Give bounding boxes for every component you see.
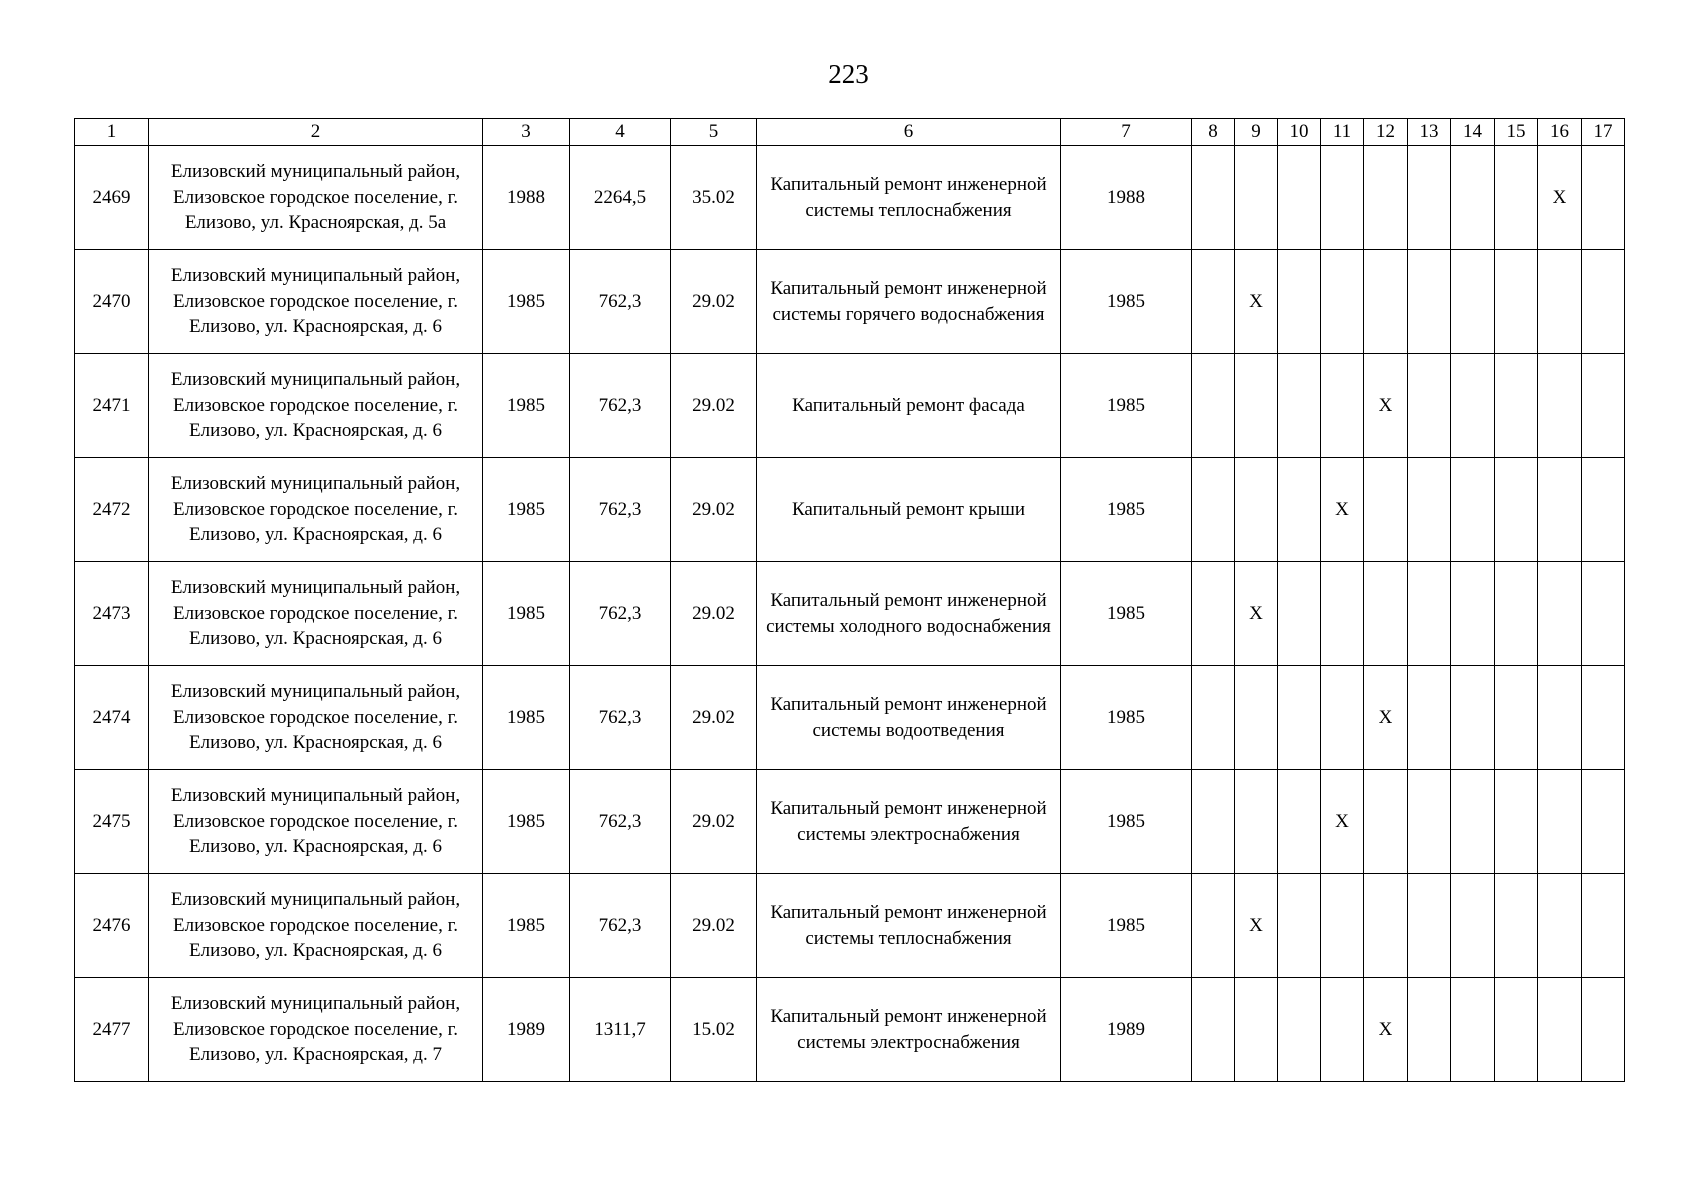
planned-year-cell: 1985 [1061, 250, 1192, 354]
mark-cell-col-11 [1321, 666, 1364, 770]
mark-cell-col-12 [1364, 770, 1408, 874]
mark-cell-col-17 [1582, 874, 1625, 978]
mark-cell-col-14 [1451, 666, 1495, 770]
mark-cell-col-17 [1582, 458, 1625, 562]
mark-cell-col-11 [1321, 874, 1364, 978]
mark-cell-col-10 [1278, 978, 1321, 1082]
mark-cell-col-13 [1408, 770, 1451, 874]
year-built-cell: 1988 [483, 146, 570, 250]
mark-cell-col-15 [1495, 354, 1538, 458]
column-header-15: 15 [1495, 119, 1538, 146]
row-number-cell: 2472 [75, 458, 149, 562]
area-cell: 762,3 [570, 770, 671, 874]
mark-cell-col-13 [1408, 354, 1451, 458]
table-row [75, 146, 1625, 250]
mark-cell-col-11: X [1321, 770, 1364, 874]
row-number-cell: 2476 [75, 874, 149, 978]
column-header-2: 2 [149, 119, 483, 146]
code-cell: 29.02 [671, 250, 757, 354]
planned-year-cell: 1985 [1061, 874, 1192, 978]
column-header-12: 12 [1364, 119, 1408, 146]
row-number-cell: 2473 [75, 562, 149, 666]
area-cell: 762,3 [570, 458, 671, 562]
mark-cell-col-15 [1495, 770, 1538, 874]
table-body [75, 146, 1625, 1082]
mark-cell-col-8 [1192, 250, 1235, 354]
mark-cell-col-16 [1538, 458, 1582, 562]
year-built-cell: 1985 [483, 354, 570, 458]
table-row [75, 250, 1625, 354]
mark-cell-col-13 [1408, 250, 1451, 354]
mark-cell-col-12: X [1364, 666, 1408, 770]
row-number-cell: 2470 [75, 250, 149, 354]
mark-cell-col-15 [1495, 146, 1538, 250]
planned-year-cell: 1985 [1061, 666, 1192, 770]
column-header-16: 16 [1538, 119, 1582, 146]
mark-cell-col-11 [1321, 146, 1364, 250]
area-cell: 762,3 [570, 354, 671, 458]
table-row [75, 458, 1625, 562]
mark-cell-col-17 [1582, 978, 1625, 1082]
row-number-cell: 2474 [75, 666, 149, 770]
mark-cell-col-10 [1278, 562, 1321, 666]
code-cell: 15.02 [671, 978, 757, 1082]
year-built-cell: 1985 [483, 458, 570, 562]
column-header-9: 9 [1235, 119, 1278, 146]
address-cell: Елизовский муниципальный район, Елизовское городское поселение, г. Елизово, ул. Красноярская, д. 6 [149, 562, 483, 666]
mark-cell-col-13 [1408, 562, 1451, 666]
column-header-8: 8 [1192, 119, 1235, 146]
mark-cell-col-10 [1278, 354, 1321, 458]
mark-cell-col-12: X [1364, 978, 1408, 1082]
year-built-cell: 1985 [483, 562, 570, 666]
mark-cell-col-16 [1538, 666, 1582, 770]
work-type-cell: Капитальный ремонт крыши [757, 458, 1061, 562]
row-number-cell: 2477 [75, 978, 149, 1082]
code-cell: 29.02 [671, 458, 757, 562]
mark-cell-col-15 [1495, 874, 1538, 978]
mark-cell-col-16: X [1538, 146, 1582, 250]
area-cell: 762,3 [570, 874, 671, 978]
mark-cell-col-11 [1321, 354, 1364, 458]
code-cell: 29.02 [671, 562, 757, 666]
row-number-cell: 2469 [75, 146, 149, 250]
planned-year-cell: 1985 [1061, 770, 1192, 874]
mark-cell-col-15 [1495, 978, 1538, 1082]
mark-cell-col-11 [1321, 978, 1364, 1082]
table-row [75, 770, 1625, 874]
mark-cell-col-13 [1408, 146, 1451, 250]
table-row [75, 978, 1625, 1082]
mark-cell-col-8 [1192, 458, 1235, 562]
mark-cell-col-12 [1364, 874, 1408, 978]
address-cell: Елизовский муниципальный район, Елизовское городское поселение, г. Елизово, ул. Красноярская, д. 5а [149, 146, 483, 250]
mark-cell-col-10 [1278, 458, 1321, 562]
mark-cell-col-8 [1192, 874, 1235, 978]
mark-cell-col-15 [1495, 250, 1538, 354]
mark-cell-col-15 [1495, 458, 1538, 562]
work-type-cell: Капитальный ремонт инженерной системы холодного водоснабжения [757, 562, 1061, 666]
planned-year-cell: 1988 [1061, 146, 1192, 250]
mark-cell-col-8 [1192, 978, 1235, 1082]
area-cell: 762,3 [570, 666, 671, 770]
year-built-cell: 1985 [483, 666, 570, 770]
mark-cell-col-12 [1364, 562, 1408, 666]
mark-cell-col-8 [1192, 354, 1235, 458]
work-type-cell: Капитальный ремонт фасада [757, 354, 1061, 458]
column-header-11: 11 [1321, 119, 1364, 146]
year-built-cell: 1985 [483, 874, 570, 978]
mark-cell-col-13 [1408, 874, 1451, 978]
year-built-cell: 1985 [483, 250, 570, 354]
column-header-5: 5 [671, 119, 757, 146]
column-header-1: 1 [75, 119, 149, 146]
mark-cell-col-17 [1582, 354, 1625, 458]
mark-cell-col-9: X [1235, 874, 1278, 978]
address-cell: Елизовский муниципальный район, Елизовское городское поселение, г. Елизово, ул. Красноярская, д. 6 [149, 458, 483, 562]
mark-cell-col-9 [1235, 354, 1278, 458]
mark-cell-col-14 [1451, 874, 1495, 978]
mark-cell-col-8 [1192, 146, 1235, 250]
mark-cell-col-12 [1364, 146, 1408, 250]
repair-schedule-table [74, 118, 1625, 1082]
work-type-cell: Капитальный ремонт инженерной системы электроснабжения [757, 978, 1061, 1082]
mark-cell-col-17 [1582, 770, 1625, 874]
planned-year-cell: 1985 [1061, 562, 1192, 666]
mark-cell-col-9 [1235, 146, 1278, 250]
mark-cell-col-10 [1278, 874, 1321, 978]
planned-year-cell: 1985 [1061, 354, 1192, 458]
mark-cell-col-16 [1538, 354, 1582, 458]
column-header-6: 6 [757, 119, 1061, 146]
mark-cell-col-17 [1582, 562, 1625, 666]
table-row [75, 562, 1625, 666]
address-cell: Елизовский муниципальный район, Елизовское городское поселение, г. Елизово, ул. Красноярская, д. 7 [149, 978, 483, 1082]
mark-cell-col-16 [1538, 770, 1582, 874]
mark-cell-col-9 [1235, 978, 1278, 1082]
address-cell: Елизовский муниципальный район, Елизовское городское поселение, г. Елизово, ул. Красноярская, д. 6 [149, 354, 483, 458]
mark-cell-col-12 [1364, 458, 1408, 562]
mark-cell-col-17 [1582, 250, 1625, 354]
work-type-cell: Капитальный ремонт инженерной системы теплоснабжения [757, 146, 1061, 250]
address-cell: Елизовский муниципальный район, Елизовское городское поселение, г. Елизово, ул. Красноярская, д. 6 [149, 874, 483, 978]
mark-cell-col-14 [1451, 354, 1495, 458]
row-number-cell: 2471 [75, 354, 149, 458]
mark-cell-col-16 [1538, 978, 1582, 1082]
mark-cell-col-9: X [1235, 562, 1278, 666]
mark-cell-col-13 [1408, 666, 1451, 770]
area-cell: 1311,7 [570, 978, 671, 1082]
code-cell: 29.02 [671, 666, 757, 770]
mark-cell-col-11 [1321, 250, 1364, 354]
address-cell: Елизовский муниципальный район, Елизовское городское поселение, г. Елизово, ул. Красноярская, д. 6 [149, 666, 483, 770]
address-cell: Елизовский муниципальный район, Елизовское городское поселение, г. Елизово, ул. Красноярская, д. 6 [149, 250, 483, 354]
column-header-10: 10 [1278, 119, 1321, 146]
mark-cell-col-12 [1364, 250, 1408, 354]
code-cell: 29.02 [671, 354, 757, 458]
planned-year-cell: 1985 [1061, 458, 1192, 562]
mark-cell-col-13 [1408, 458, 1451, 562]
mark-cell-col-15 [1495, 666, 1538, 770]
column-header-7: 7 [1061, 119, 1192, 146]
area-cell: 762,3 [570, 250, 671, 354]
mark-cell-col-11: X [1321, 458, 1364, 562]
page-number: 223 [828, 59, 869, 89]
mark-cell-col-9: X [1235, 250, 1278, 354]
planned-year-cell: 1989 [1061, 978, 1192, 1082]
mark-cell-col-10 [1278, 146, 1321, 250]
column-header-14: 14 [1451, 119, 1495, 146]
mark-cell-col-14 [1451, 250, 1495, 354]
mark-cell-col-17 [1582, 146, 1625, 250]
work-type-cell: Капитальный ремонт инженерной системы теплоснабжения [757, 874, 1061, 978]
mark-cell-col-14 [1451, 458, 1495, 562]
work-type-cell: Капитальный ремонт инженерной системы электроснабжения [757, 770, 1061, 874]
code-cell: 29.02 [671, 874, 757, 978]
mark-cell-col-8 [1192, 562, 1235, 666]
year-built-cell: 1989 [483, 978, 570, 1082]
mark-cell-col-8 [1192, 666, 1235, 770]
mark-cell-col-9 [1235, 770, 1278, 874]
row-number-cell: 2475 [75, 770, 149, 874]
mark-cell-col-17 [1582, 666, 1625, 770]
column-header-13: 13 [1408, 119, 1451, 146]
mark-cell-col-16 [1538, 874, 1582, 978]
area-cell: 2264,5 [570, 146, 671, 250]
mark-cell-col-10 [1278, 250, 1321, 354]
table-row [75, 666, 1625, 770]
table-row [75, 354, 1625, 458]
table-header-row [75, 119, 1625, 146]
column-header-4: 4 [570, 119, 671, 146]
work-type-cell: Капитальный ремонт инженерной системы водоотведения [757, 666, 1061, 770]
table-row [75, 874, 1625, 978]
column-header-17: 17 [1582, 119, 1625, 146]
code-cell: 35.02 [671, 146, 757, 250]
mark-cell-col-14 [1451, 146, 1495, 250]
area-cell: 762,3 [570, 562, 671, 666]
mark-cell-col-10 [1278, 666, 1321, 770]
address-cell: Елизовский муниципальный район, Елизовское городское поселение, г. Елизово, ул. Красноярская, д. 6 [149, 770, 483, 874]
mark-cell-col-9 [1235, 666, 1278, 770]
mark-cell-col-12: X [1364, 354, 1408, 458]
mark-cell-col-11 [1321, 562, 1364, 666]
work-type-cell: Капитальный ремонт инженерной системы горячего водоснабжения [757, 250, 1061, 354]
mark-cell-col-16 [1538, 250, 1582, 354]
mark-cell-col-14 [1451, 770, 1495, 874]
mark-cell-col-15 [1495, 562, 1538, 666]
mark-cell-col-14 [1451, 978, 1495, 1082]
mark-cell-col-9 [1235, 458, 1278, 562]
code-cell: 29.02 [671, 770, 757, 874]
year-built-cell: 1985 [483, 770, 570, 874]
mark-cell-col-13 [1408, 978, 1451, 1082]
mark-cell-col-10 [1278, 770, 1321, 874]
mark-cell-col-14 [1451, 562, 1495, 666]
column-header-3: 3 [483, 119, 570, 146]
mark-cell-col-8 [1192, 770, 1235, 874]
mark-cell-col-16 [1538, 562, 1582, 666]
